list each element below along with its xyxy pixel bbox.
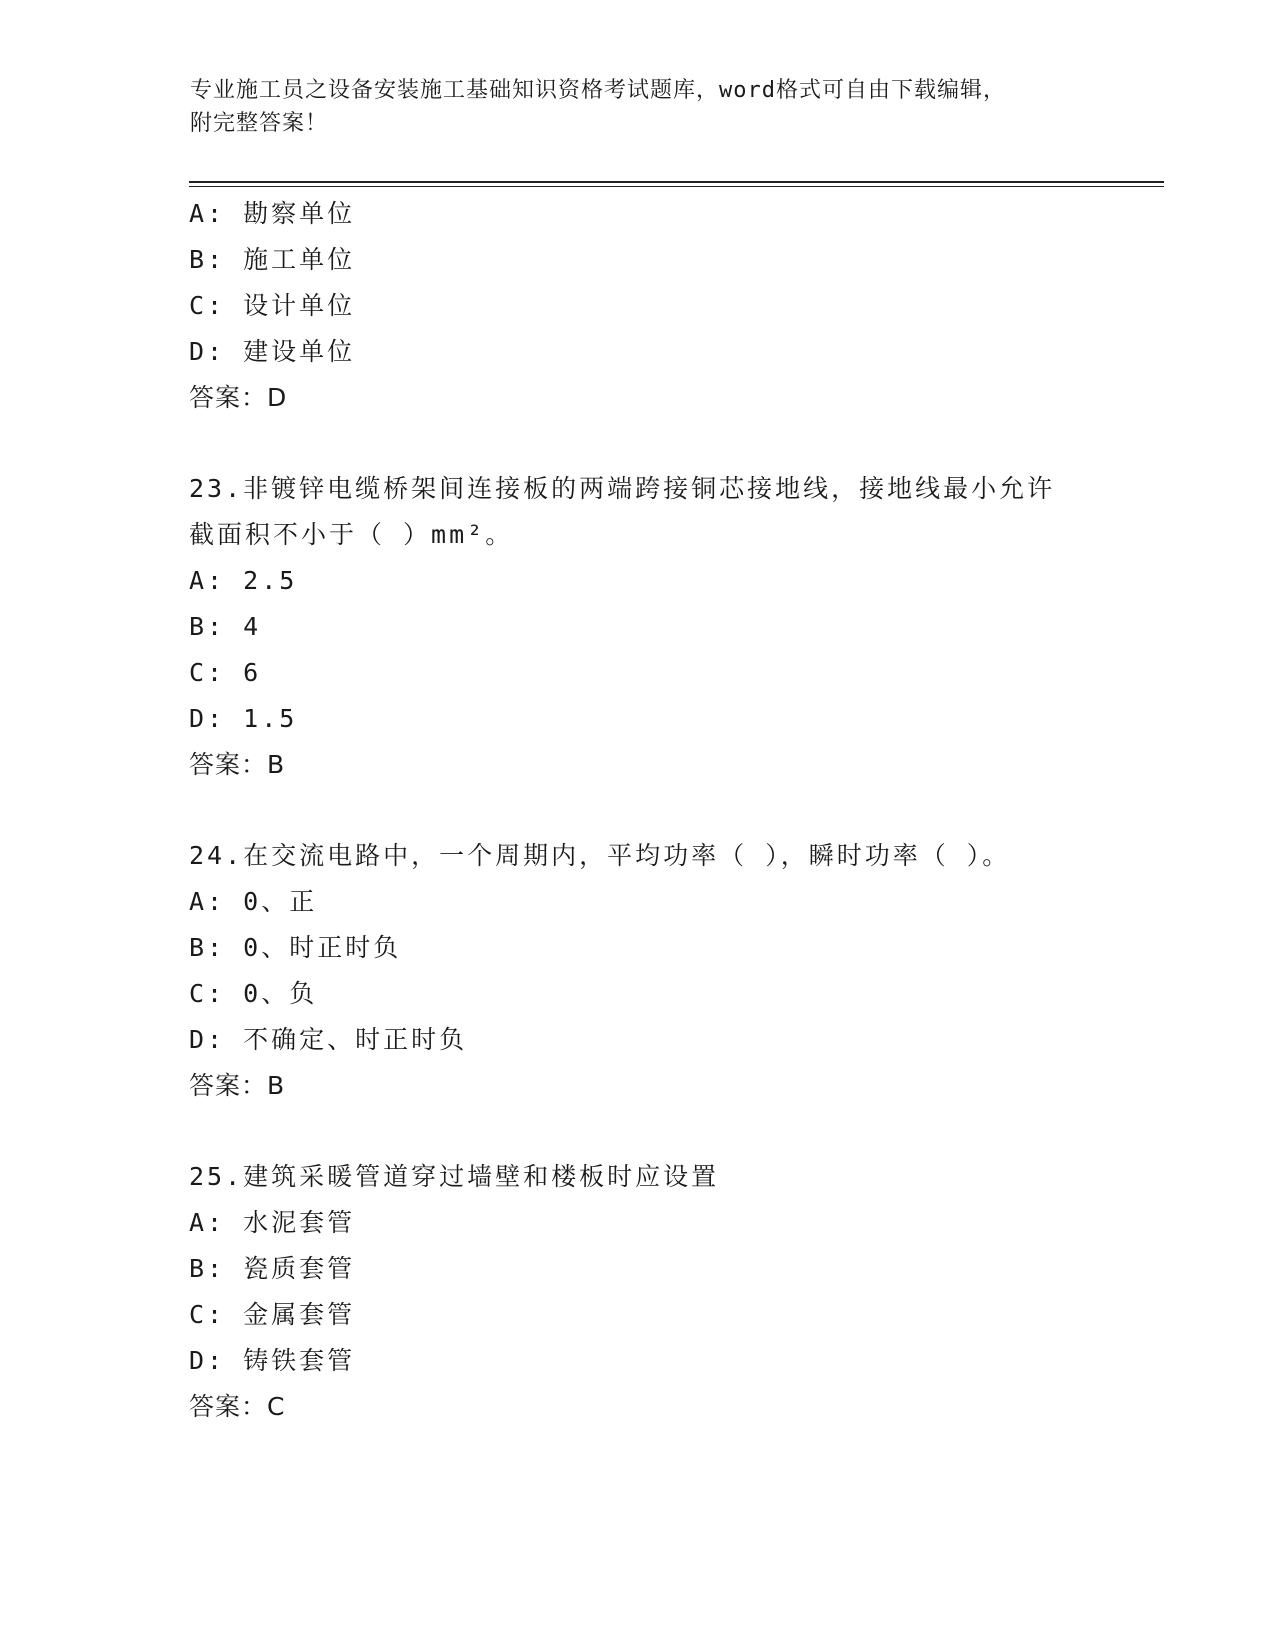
option-b: B: 瓷质套管 <box>189 1254 356 1283</box>
question-text-line-2: 截面积不小于（ ）mm²。 <box>189 520 514 549</box>
question-text-line-1: 23.非镀锌电缆桥架间连接板的两端跨接铜芯接地线，接地线最小允许 <box>189 474 1056 503</box>
answer: 答案：B <box>189 1071 286 1100</box>
option-a: A: 2.5 <box>189 566 298 595</box>
option-b: B: 施工单位 <box>189 245 356 274</box>
question-text: 25.建筑采暖管道穿过墙壁和楼板时应设置 <box>189 1162 720 1191</box>
question-24 <box>189 833 1129 1109</box>
option-c: C: 设计单位 <box>189 291 356 320</box>
option-c: C: 0、负 <box>189 979 318 1008</box>
header-line-1: 专业施工员之设备安装施工基础知识资格考试题库，word格式可自由下载编辑， <box>190 78 1006 103</box>
option-d: D: 1.5 <box>189 704 298 733</box>
option-c: C: 6 <box>189 658 262 687</box>
question-25 <box>189 1154 1129 1430</box>
option-d: D: 不确定、时正时负 <box>189 1025 468 1054</box>
header-line-2: 附完整答案！ <box>190 111 329 136</box>
header-divider-thin <box>189 186 1164 187</box>
document-header <box>190 74 1090 140</box>
answer: 答案：B <box>189 750 286 779</box>
option-b: B: 4 <box>189 612 262 641</box>
option-d: D: 建设单位 <box>189 337 356 366</box>
answer: 答案：C <box>189 1392 286 1421</box>
option-a: A: 0、正 <box>189 887 318 916</box>
option-b: B: 0、时正时负 <box>189 933 402 962</box>
option-a: A: 勘察单位 <box>189 199 356 228</box>
question-22 <box>189 191 1129 421</box>
option-a: A: 水泥套管 <box>189 1208 356 1237</box>
answer: 答案：D <box>189 383 288 412</box>
header-divider <box>189 181 1164 183</box>
option-c: C: 金属套管 <box>189 1300 356 1329</box>
question-text: 24.在交流电路中，一个周期内，平均功率（ ），瞬时功率（ ）。 <box>189 841 1011 870</box>
question-list <box>189 191 1129 1430</box>
question-23 <box>189 466 1129 788</box>
option-d: D: 铸铁套管 <box>189 1346 356 1375</box>
